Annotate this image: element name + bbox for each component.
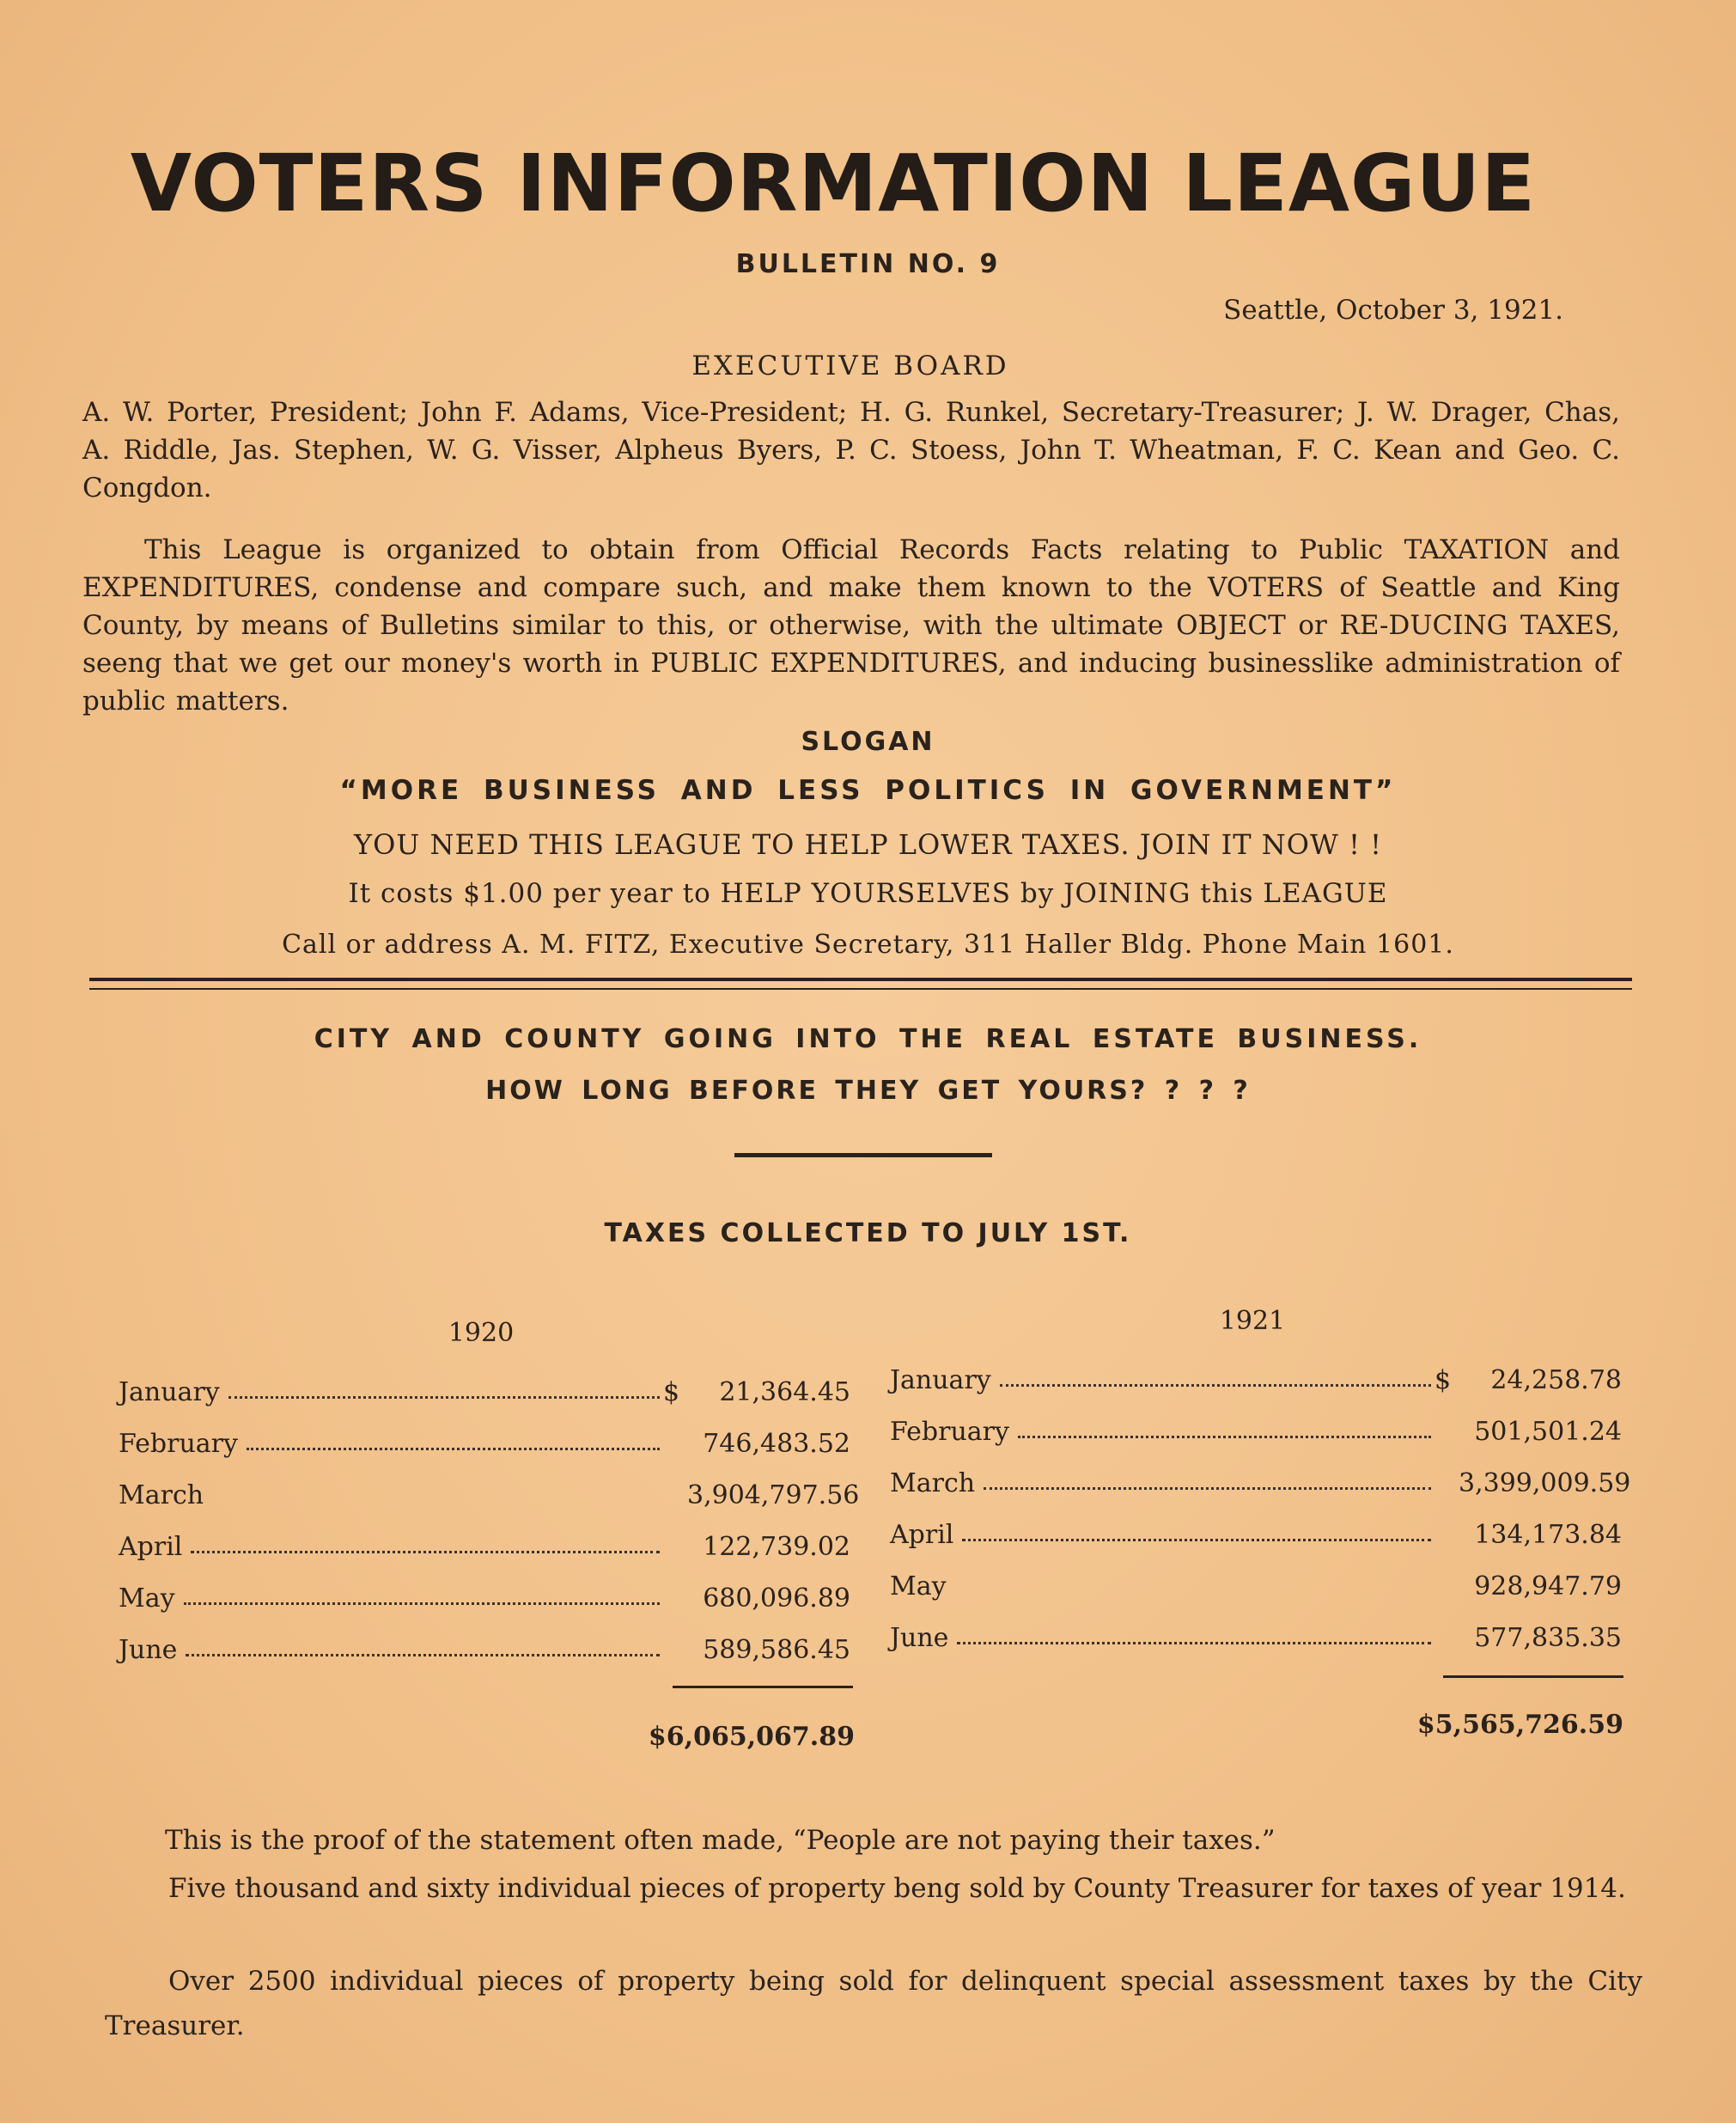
league-title: VOTERS INFORMATION LEAGUE <box>130 137 1537 229</box>
table-row <box>119 1579 850 1614</box>
month-label: May <box>119 1583 175 1614</box>
dot-leader <box>212 1499 660 1502</box>
short-divider <box>734 1153 992 1157</box>
year-1920-label: 1920 <box>448 1318 515 1348</box>
dot-leader <box>962 1539 1431 1541</box>
month-label: February <box>890 1417 1009 1447</box>
total-1921: $5,565,726.59 <box>1416 1710 1623 1740</box>
dot-leader <box>984 1487 1431 1490</box>
month-label: February <box>119 1429 238 1459</box>
double-rule-bottom <box>89 988 1632 990</box>
month-label: May <box>890 1571 947 1601</box>
dot-leader <box>957 1642 1431 1644</box>
closing-statement: Five thousand and sixty individual pieces of property beng sold by County Treasurer for taxes of year 1914. <box>168 1873 1626 1904</box>
dateline: Seattle, October 3, 1921. <box>1223 295 1563 326</box>
dot-leader <box>1018 1436 1431 1438</box>
tax-amount: 577,835.35 <box>1474 1623 1622 1653</box>
executive-board-members: A. W. Porter, President; John F. Adams, Vice-President; H. G. Runkel, Secretary-Treasurer; J. W. Drager, Chas, A. Riddle, Jas. Stephen, W. G. Visser, Alpheus Byers, P. C. Stoess, John T. Wheatman, F. C. Kean and Geo. C. Congdon. <box>82 397 1620 503</box>
dot-leader <box>1000 1384 1431 1387</box>
month-label: January <box>890 1365 991 1395</box>
slogan-text: “MORE BUSINESS AND LESS POLITICS IN GOVERNMENT” <box>339 775 1397 806</box>
tax-amount: 3,399,009.59 <box>1459 1468 1631 1498</box>
table-row <box>890 1619 1622 1653</box>
tax-amount: 3,904,797.56 <box>687 1480 860 1510</box>
dot-leader <box>191 1551 660 1553</box>
tax-amount: 122,739.02 <box>703 1532 850 1562</box>
table-row <box>119 1476 860 1510</box>
table-row <box>890 1464 1631 1498</box>
dot-leader <box>247 1448 660 1450</box>
total-1920: $6,065,067.89 <box>648 1722 855 1752</box>
slogan-heading: SLOGAN <box>801 727 935 757</box>
table-row <box>890 1516 1622 1550</box>
tax-amount: 589,586.45 <box>703 1635 850 1665</box>
dot-leader <box>186 1654 660 1656</box>
month-label: April <box>119 1532 183 1562</box>
table-row <box>119 1631 850 1665</box>
month-label: January <box>119 1377 220 1407</box>
month-label: March <box>890 1468 976 1498</box>
join-appeal: YOU NEED THIS LEAGUE TO HELP LOWER TAXES. JOIN IT NOW ! ! <box>354 828 1382 861</box>
bulletin-number: BULLETIN NO. 9 <box>735 249 1001 279</box>
league-purpose: This League is organized to obtain from Official Records Facts relating to Public TAXATION and EXPENDITURES, condense and compare such, and make them known to the VOTERS of Seattle and King County, by means of Bulletins similar to this, or otherwise, with the ultimate OBJECT or RE-DUCING TAXES, seeng that we get our money's worth in PUBLIC EXPENDITURES, and inducing businesslike administration of public matters. <box>82 534 1620 717</box>
executive-board-heading: EXECUTIVE BOARD <box>691 351 1009 381</box>
closing-statement: This is the proof of the statement often made, “People are not paying their taxes.” <box>165 1825 1276 1856</box>
currency-sign: $ <box>663 1377 680 1407</box>
table-row <box>119 1528 850 1562</box>
tax-amount: 501,501.24 <box>1474 1417 1622 1447</box>
month-label: March <box>119 1480 204 1510</box>
dot-leader <box>228 1396 660 1399</box>
table-row <box>890 1567 1622 1601</box>
year-1921-label: 1921 <box>1219 1306 1286 1336</box>
tax-amount: 24,258.78 <box>1490 1365 1622 1395</box>
dot-leader <box>184 1602 660 1605</box>
total-rule-1920 <box>673 1686 853 1688</box>
total-rule-1921 <box>1443 1675 1623 1678</box>
currency-sign: $ <box>1434 1365 1452 1395</box>
double-rule-top <box>89 978 1632 981</box>
table-row <box>890 1361 1622 1395</box>
month-label: June <box>119 1635 178 1665</box>
tax-amount: 680,096.89 <box>703 1583 850 1614</box>
real-estate-subhead: HOW LONG BEFORE THEY GET YOURS? ? ? ? <box>485 1076 1251 1106</box>
tax-amount: 21,364.45 <box>719 1377 850 1407</box>
dot-leader <box>955 1590 1431 1593</box>
real-estate-headline: CITY AND COUNTY GOING INTO THE REAL ESTATE BUSINESS. <box>314 1024 1422 1054</box>
contact-line: Call or address A. M. FITZ, Executive Secretary, 311 Haller Bldg. Phone Main 1601. <box>282 930 1454 960</box>
tax-amount: 928,947.79 <box>1474 1571 1622 1601</box>
membership-cost: It costs $1.00 per year to HELP YOURSELVES by JOINING this LEAGUE <box>348 878 1388 909</box>
tax-amount: 746,483.52 <box>703 1429 850 1459</box>
table-row <box>890 1412 1622 1447</box>
taxes-heading: TAXES COLLECTED TO JULY 1ST. <box>604 1218 1132 1248</box>
table-row <box>119 1424 850 1459</box>
table-row <box>119 1373 850 1407</box>
closing-statement: Over 2500 individual pieces of property being sold for delinquent special assessment taxes by the City Treasurer. <box>105 1966 1642 2041</box>
tax-amount: 134,173.84 <box>1474 1520 1622 1550</box>
month-label: June <box>890 1623 949 1653</box>
month-label: April <box>890 1520 954 1550</box>
